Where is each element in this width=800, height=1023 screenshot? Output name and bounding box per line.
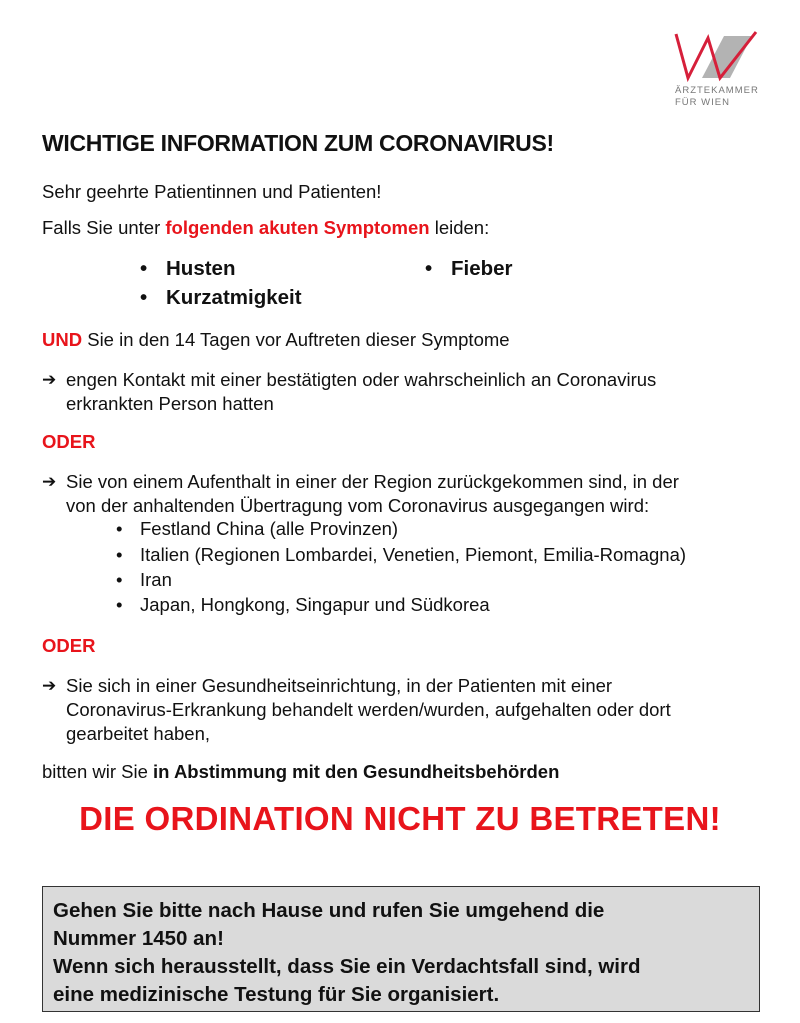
oder-keyword-2: ODER — [42, 635, 96, 656]
region-label: Festland China (alle Provinzen) — [140, 518, 399, 539]
box-line-3: Wenn sich herausstellt, dass Sie ein Verdachtsfall sind, wird — [53, 955, 641, 978]
symptom-item: • Fieber — [425, 257, 513, 280]
request-line — [42, 760, 559, 784]
symptom-label: Kurzatmigkeit — [166, 286, 302, 309]
region-label: Italien (Regionen Lombardei, Venetien, Piemont, Emilia-Romagna) — [140, 544, 687, 565]
oder-keyword-1: ODER — [42, 431, 96, 452]
warning-headline: DIE ORDINATION NICHT ZU BETRETEN! — [79, 800, 721, 837]
condition-3-line2: Coronavirus-Erkrankung behandelt werden/wurden, aufgehalten oder dort — [66, 699, 671, 720]
box-line-1: Gehen Sie bitte nach Hause und rufen Sie umgehend die — [53, 899, 605, 922]
und-keyword: UND — [42, 329, 83, 350]
arrow-right-icon: ➔ — [42, 676, 57, 695]
arrow-right-icon: ➔ — [42, 370, 57, 389]
page-title: WICHTIGE INFORMATION ZUM CORONAVIRUS! — [42, 130, 554, 156]
condition-2-line1: Sie von einem Aufenthalt in einer der Region zurückgekommen sind, in der — [66, 471, 679, 492]
region-item: • Festland China (alle Provinzen) — [116, 518, 399, 539]
box-line-2: Nummer 1450 an! — [53, 927, 224, 950]
symptoms-intro-before: Falls Sie unter — [42, 217, 166, 238]
region-item: • Iran — [116, 569, 172, 590]
und-text: Sie in den 14 Tagen vor Auftreten dieser Symptome — [82, 329, 510, 350]
request-bold: in Abstimmung mit den Gesundheitsbehörden — [153, 761, 560, 782]
symptoms-intro-after: leiden: — [429, 217, 490, 238]
region-label: Iran — [140, 569, 172, 590]
arrow-right-icon: ➔ — [42, 472, 57, 491]
symptoms-intro — [42, 216, 489, 240]
symptoms-intro-highlight: folgenden akuten Symptomen — [165, 217, 430, 238]
condition-3 — [42, 674, 762, 748]
symptom-label: Husten — [166, 257, 236, 280]
symptom-item: • Husten — [140, 257, 236, 280]
aekw-logo-icon — [672, 28, 762, 84]
condition-2-line2: von der anhaltenden Übertragung vom Coronavirus ausgegangen wird: — [66, 495, 650, 516]
instruction-box — [42, 886, 760, 1012]
condition-3-line1: Sie sich in einer Gesundheitseinrichtung, in der Patienten mit einer — [66, 675, 613, 696]
und-line — [42, 328, 510, 352]
condition-1 — [42, 368, 762, 418]
region-item: • Japan, Hongkong, Singapur und Südkorea — [116, 594, 490, 615]
greeting: Sehr geehrte Patientinnen und Patienten! — [42, 181, 382, 202]
condition-1-line1: engen Kontakt mit einer bestätigten oder wahrscheinlich an Coronavirus — [66, 369, 657, 390]
logo-text-line2: FÜR WIEN — [675, 97, 730, 108]
region-label: Japan, Hongkong, Singapur und Südkorea — [140, 594, 490, 615]
box-line-4: eine medizinische Testung für Sie organisiert. — [53, 983, 500, 1006]
aerztekammer-logo — [672, 28, 772, 116]
symptom-item: • Kurzatmigkeit — [140, 286, 302, 309]
condition-3-line3: gearbeitet haben, — [66, 723, 211, 744]
condition-1-line2: erkrankten Person hatten — [66, 393, 274, 414]
symptom-label: Fieber — [451, 257, 513, 280]
region-item: • Italien (Regionen Lombardei, Venetien, Piemont, Emilia-Romagna) — [116, 544, 687, 565]
request-before: bitten wir Sie — [42, 761, 154, 782]
condition-2 — [42, 470, 762, 520]
logo-text-line1: ÄRZTEKAMMER — [675, 85, 759, 96]
